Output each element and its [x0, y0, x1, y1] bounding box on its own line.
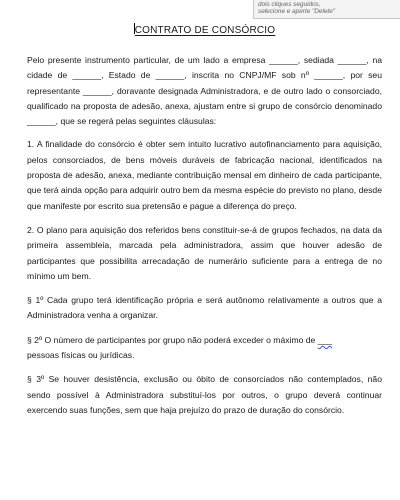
spellcheck-blank: ___	[317, 334, 333, 345]
intro-paragraph: Pelo presente instrumento particular, de um lado a empresa ______, sediada ______, na cidade de ______, Estado de ______, inscrita no CNPJ/MF sob nº ______, por seu representante ______, doravante designada Administradora, e de outro lado o consorciado, qualificado na proposta de adesão, anexa, ajustam entre si grupo de consórcio denominado ______, que se regerá pelas seguintes cláusulas:	[27, 55, 382, 127]
paragraph-2-text: § 2º O número de participantes por grupo não poderá exceder o máximo de	[27, 334, 316, 345]
help-tooltip	[253, 0, 400, 19]
paragraph-1-section: § 1º Cada grupo terá identificação própria e será autônomo relativamente a outros que a Administradora venha a organizar.	[27, 295, 382, 321]
paragraph-2-section	[27, 333, 382, 364]
clause-1-paragraph: 1. A finalidade do consórcio é obter sem intuito lucrativo autofinanciamento para aquisição, pelos consorciados, de bens móveis duráveis de fabricação nacional, identificados na proposta de adesão, anexa, mediante contribuição mensal em dinheiro de cada participante, que terá ainda opção para adquirir outro bem da mesma espécie do previsto no plano, desde que manifeste por escrito sua pretensão e pague a diferença do preço.	[27, 139, 382, 211]
tooltip-line-1: dois cliques seguidos,	[258, 1, 321, 8]
document-title	[27, 23, 382, 36]
clause-2-paragraph: 2. O plano para aquisição dos referidos bens constituir-se-á de grupos fechados, na data da primeira assembleia, marcada pela administradora, assim que houver adesão de participantes que possibilita arrecadação de numerário suficiente para a entrega de no mínimo um bem.	[27, 224, 382, 281]
document-page[interactable]	[27, 23, 382, 427]
tooltip-line-2: selecione e aperte "Delete"	[258, 8, 336, 15]
paragraph-3-section: § 3º Se houver desistência, exclusão ou óbito de consorciados não contemplados, não sendo possível à Administradora substituí-los por outros, o grupo deverá continuar exercendo suas funções, sem que haja prejuízo do prazo de duração do consórcio.	[27, 374, 382, 415]
paragraph-2-continuation: pessoas físicas ou jurídicas.	[27, 350, 135, 361]
title-text: CONTRATO DE CONSÓRCIO	[134, 25, 276, 36]
